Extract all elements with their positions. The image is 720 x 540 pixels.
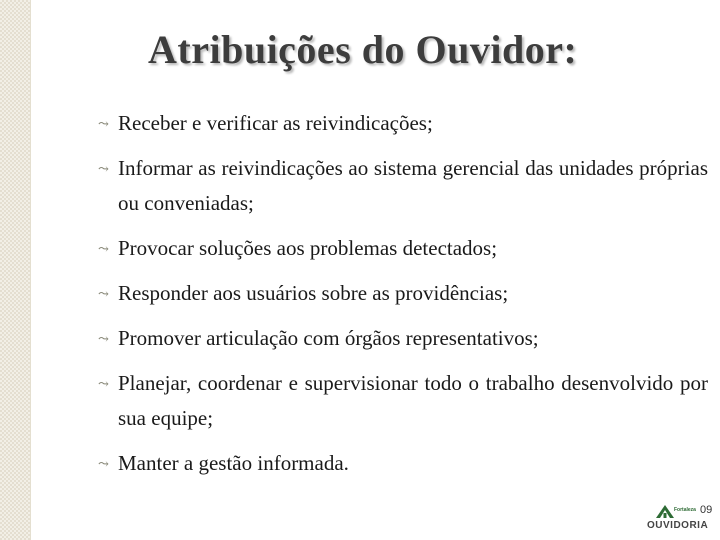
logo-city-text: Fortaleza (674, 507, 696, 513)
bullet-item (98, 321, 708, 356)
bullet-list (98, 106, 708, 491)
curved-arrow-bullet-icon: ⤳ (98, 331, 109, 346)
city-emblem-icon (654, 502, 676, 520)
side-band-divider (30, 0, 31, 540)
bullet-text: Promover articulação com órgãos representativos; (118, 326, 539, 350)
bullet-item (98, 151, 708, 221)
curved-arrow-bullet-icon: ⤳ (98, 116, 109, 131)
curved-arrow-bullet-icon: ⤳ (98, 286, 109, 301)
bullet-text: Provocar soluções aos problemas detectados; (118, 236, 498, 260)
bullet-item (98, 366, 708, 436)
decorative-side-band (0, 0, 30, 540)
curved-arrow-bullet-icon: ⤳ (98, 161, 109, 176)
curved-arrow-bullet-icon: ⤳ (98, 376, 109, 391)
bullet-text: Manter a gestão informada. (118, 451, 349, 475)
page-number: 09 (700, 504, 713, 516)
bullet-text: Planejar, coordenar e supervisionar todo o trabalho desenvolvido por sua equipe; (118, 371, 708, 430)
bullet-text: Receber e verificar as reivindicações; (118, 111, 433, 135)
bullet-text: Responder aos usuários sobre as providências; (118, 281, 509, 305)
logo-label: OUVIDORIA (647, 520, 709, 531)
bullet-text: Informar as reivindicações ao sistema gerencial das unidades próprias ou conveniadas; (118, 156, 708, 215)
bullet-item (98, 446, 708, 481)
curved-arrow-bullet-icon: ⤳ (98, 456, 109, 471)
bullet-item (98, 276, 708, 311)
curved-arrow-bullet-icon: ⤳ (98, 241, 109, 256)
bullet-item (98, 106, 708, 141)
slide-title: Atribuições do Ouvidor: (148, 27, 578, 72)
bullet-item (98, 231, 708, 266)
